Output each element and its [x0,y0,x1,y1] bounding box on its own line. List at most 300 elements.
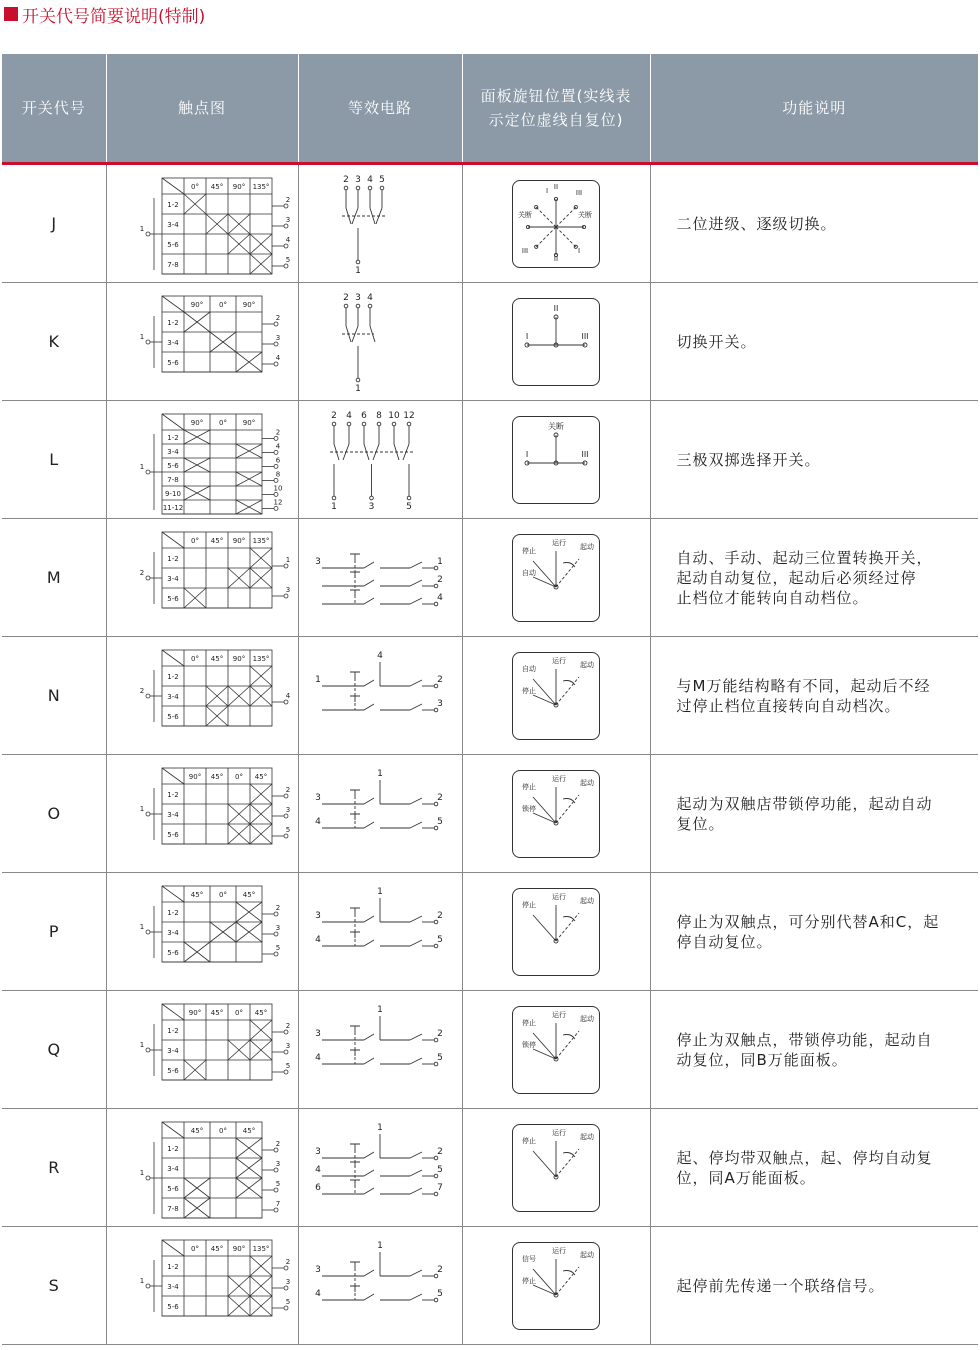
table-body [2,164,978,1345]
knob-panel [512,180,600,268]
circuit-terminal-label: 5 [437,934,443,945]
contact-diagram [122,1116,282,1220]
description-line: 位，同A万能面板。 [676,1168,816,1187]
function-description [650,755,978,873]
angle-label: 45° [210,1244,224,1253]
switch-contact [364,1294,374,1300]
contact-pair-label: 9-10 [165,489,181,498]
circuit-cell [298,283,462,401]
circuit-terminal-label: 4 [315,934,321,945]
function-description: 三极双掷选择开关。 [650,401,978,519]
circuit-cell [298,637,462,755]
common-label: 1 [139,1040,145,1049]
header-panel [462,54,650,164]
pin-terminal [274,932,278,936]
pin-label: 5 [285,255,291,264]
function-description [650,519,978,637]
angle-label: 0° [191,182,199,191]
dial-position-label: 起动 [580,896,594,905]
contact-diagram [122,644,291,748]
table-row [2,401,978,519]
switch-contact [364,1152,374,1158]
circuit-terminal-label: 12 [403,410,415,421]
pin-terminal [274,436,278,440]
function-description: 二位进级、逐级切换。 [650,164,978,283]
panel-knob-diagram [513,771,599,857]
angle-label: 45° [210,654,224,663]
pin-label: 6 [275,455,281,464]
contact-pair-label: 1-2 [167,1144,179,1153]
dial-position-label: 运行 [552,1246,566,1255]
circuit-terminal-label: 1 [377,768,383,779]
circuit-terminal-label: 2 [343,174,349,185]
angle-label: 45° [254,772,268,781]
angle-label: 135° [252,536,270,545]
circuit-cell [298,401,462,519]
circuit-terminal-label: 4 [367,292,373,303]
description-line: 止档位才能转向自动档位。 [676,588,869,607]
knob-panel [512,652,600,740]
pin-terminal [274,342,278,346]
circuit-terminal-label: 4 [367,174,373,185]
pin-terminal [274,478,278,482]
pin-terminal [274,1148,278,1152]
circuit-cell [298,519,462,637]
switch-contact [364,1270,374,1276]
equivalent-circuit [310,880,450,984]
contact-pair-label: 1-2 [167,908,179,917]
pin-terminal [284,594,288,598]
contact-pair-label: 5-6 [167,358,179,367]
contact-pair-label: 3-4 [167,928,179,937]
pin-label: 3 [275,923,281,932]
contact-cell [106,401,298,519]
angle-label: 45° [190,1126,204,1135]
contact-cell [106,283,298,401]
switch-contact [364,1034,374,1040]
contact-pair-label: 5-6 [167,461,179,470]
switch-contact [364,562,374,568]
angle-label: 135° [252,1244,270,1253]
switch-contact [364,940,374,946]
pin-terminal [274,322,278,326]
dial-position-label: 运行 [552,656,566,665]
circuit-terminal-label: 5 [406,501,412,512]
common-terminal [146,1048,150,1052]
circuit-terminal-label: 2 [437,1264,443,1275]
panel-knob-diagram [513,1007,599,1093]
circuit-terminal-label: 3 [315,910,321,921]
page-title-text: 开关代号简要说明(特制) [22,6,206,27]
contact-cell [106,164,298,283]
dial-position-label: 起动 [580,778,594,787]
angle-label: 90° [242,418,256,427]
dial-position-label: III [581,449,589,459]
circuit-terminal-label: 5 [437,816,443,827]
table-row [2,637,978,755]
common-label: 1 [139,332,145,341]
circuit-terminal-label: 6 [315,1182,321,1193]
circuit-terminal-label: 3 [355,174,361,185]
circuit-cell [298,755,462,873]
knob-panel [512,298,600,386]
angle-label: 90° [190,418,204,427]
angle-label: 90° [188,772,202,781]
contact-cell [106,873,298,991]
contact-pair-label: 1-2 [167,1262,179,1271]
contact-pair-label: 5-6 [167,1302,179,1311]
angle-label: 90° [232,536,246,545]
panel-knob-diagram [513,181,599,267]
contact-pair-label: 5-6 [167,594,179,603]
equivalent-circuit [310,1116,450,1220]
dial-position-label: 停止 [522,1276,536,1285]
panel-knob-diagram [513,653,599,739]
pin-terminal [274,1208,278,1212]
common-label: 2 [139,686,145,695]
dial-position-label: I [577,246,581,255]
knob-panel [512,888,600,976]
angle-label: 45° [210,772,224,781]
circuit-terminal-label: 10 [388,410,400,421]
panel-cell [462,401,650,519]
dial-position-label: II [553,303,559,313]
description-line: 过停止档位直接转向自动档次。 [676,696,901,715]
dial-position-label: 运行 [552,538,566,547]
switch-code: O [2,755,106,873]
circuit-terminal-label: 3 [315,556,321,567]
angle-label: 0° [219,418,227,427]
contact-cell [106,1227,298,1345]
dial-position-label: II [553,182,559,191]
contact-diagram [122,290,282,394]
angle-label: 45° [190,890,204,899]
pin-terminal [274,912,278,916]
pin-terminal [274,506,278,510]
panel-cell [462,991,650,1109]
panel-knob-diagram [513,1243,599,1329]
pin-label: 4 [285,691,291,700]
pin-terminal [284,834,288,838]
contact-pair-label: 1-2 [167,790,179,799]
dial-position-label: II [553,254,559,263]
panel-knob-diagram [513,889,599,975]
angle-label: 45° [254,1008,268,1017]
description-line: 起动自动复位，起动后必须经过停 [676,568,917,587]
pin-label: 3 [285,805,291,814]
panel-cell [462,283,650,401]
circuit-cell [298,164,462,283]
contact-pair-label: 7-8 [167,260,179,269]
contact-cell [106,637,298,755]
dial-position-label: 自动 [522,568,536,577]
angle-label: 90° [190,300,204,309]
pin-terminal [274,450,278,454]
panel-knob-diagram [513,299,599,385]
dial-position-label: 关断 [518,210,532,219]
dial-position-label: 运行 [552,1128,566,1137]
circuit-terminal-label: 4 [346,410,352,421]
pin-label: 3 [285,1041,291,1050]
contact-pair-label: 7-8 [167,475,179,484]
contact-diagram [122,998,291,1102]
panel-cell [462,873,650,991]
circuit-terminal-label: 3 [315,1028,321,1039]
switch-contact [364,822,374,828]
pin-terminal [274,362,278,366]
contact-pair-label: 3-4 [167,338,179,347]
pin-label: 12 [273,497,283,506]
dial-position-label: 停止 [522,900,536,909]
contact-pair-label: 5-6 [167,830,179,839]
circuit-terminal-label: 3 [437,698,443,709]
pin-label: 3 [275,333,281,342]
contact-pair-label: 1-2 [167,672,179,681]
header-code: 开关代号 [2,54,106,164]
contact-pair-label: 5-6 [167,1066,179,1075]
pin-label: 3 [275,1159,281,1168]
table-header-row [2,54,978,164]
pin-terminal [284,1030,288,1034]
table-row [2,164,978,283]
circuit-terminal-label: 6 [361,410,367,421]
pin-terminal [274,1168,278,1172]
circuit-terminal-label: 4 [315,1164,321,1175]
equivalent-circuit [310,1234,450,1338]
dial-position-label: 关断 [548,421,564,431]
contact-diagram [122,408,282,512]
angle-label: 45° [210,536,224,545]
angle-label: 45° [242,890,256,899]
circuit-terminal-label: 1 [377,1004,383,1015]
pin-terminal [274,464,278,468]
contact-cell [106,991,298,1109]
description-line: 与M万能结构略有不同，起动后不经 [676,676,931,695]
description-line: 停止为双触点，带锁停功能，起动自 [676,1030,933,1049]
pin-label: 3 [285,1277,291,1286]
common-label: 1 [139,922,145,931]
pin-label: 3 [285,585,291,594]
circuit-terminal-label: 3 [315,1264,321,1275]
angle-label: 0° [235,772,243,781]
common-terminal [146,930,150,934]
circuit-terminal-label: 5 [437,1052,443,1063]
circuit-terminal-label: 1 [377,886,383,897]
dial-position-label: 停止 [522,782,536,791]
circuit-terminal-label: 2 [437,1028,443,1039]
table-row [2,519,978,637]
equivalent-circuit [310,172,450,276]
pin-label: 8 [275,469,281,478]
header-circuit: 等效电路 [298,54,462,164]
switch-contact [364,598,374,604]
contact-pair-label: 3-4 [167,1046,179,1055]
pin-terminal [284,1070,288,1074]
circuit-terminal-label: 3 [355,292,361,303]
angle-label: 45° [210,1008,224,1017]
function-description [650,873,978,991]
angle-label: 90° [232,654,246,663]
pin-terminal [284,264,288,268]
contact-pair-label: 5-6 [167,948,179,957]
panel-cell [462,519,650,637]
description-line: 停自动复位。 [676,932,773,951]
switch-code: P [2,873,106,991]
contact-pair-label: 5-6 [167,1184,179,1193]
pin-terminal [274,1188,278,1192]
switch-code: L [2,401,106,519]
table-row [2,1227,978,1345]
pin-label: 2 [285,195,291,204]
circuit-terminal-label: 4 [315,816,321,827]
switch-contact [364,680,374,686]
pin-terminal [284,1050,288,1054]
pin-terminal [284,204,288,208]
dial-position-label: 起动 [580,1250,594,1259]
angle-label: 90° [232,1244,246,1253]
equivalent-circuit [310,526,450,630]
contact-pair-label: 3-4 [167,1282,179,1291]
switch-contact [364,580,374,586]
angle-label: 45° [210,182,224,191]
circuit-terminal-label: 3 [368,501,375,512]
angle-label: 0° [219,300,227,309]
pin-label: 2 [275,427,281,436]
knob-panel [512,1124,600,1212]
pin-label: 2 [275,1139,281,1148]
circuit-terminal-label: 3 [315,792,321,803]
pin-terminal [284,1306,288,1310]
header-panel-line1: 面板旋钮位置(实线表 [480,87,632,105]
description-line: 自动、手动、起动三位置转换开关， [676,548,933,567]
panel-cell [462,755,650,873]
switch-code: Q [2,991,106,1109]
panel-cell [462,164,650,283]
pin-terminal [284,700,288,704]
pin-label: 1 [285,555,291,564]
contact-pair-label: 3-4 [167,810,179,819]
pin-terminal [274,952,278,956]
dial-position-label: I [525,331,529,341]
panel-knob-diagram [513,417,599,503]
pin-label: 5 [285,1297,291,1306]
pin-terminal [284,564,288,568]
circuit-terminal-label: 4 [315,1052,321,1063]
circuit-terminal-label: 1 [437,556,443,567]
dial-position-label: 运行 [552,774,566,783]
switch-code: M [2,519,106,637]
function-description: 切换开关。 [650,283,978,401]
circuit-terminal-label: 7 [437,1182,443,1193]
common-label: 1 [139,1168,145,1177]
knob-panel [512,1006,600,1094]
common-terminal [146,340,150,344]
circuit-cell [298,873,462,991]
circuit-terminal-label: 5 [379,174,385,185]
circuit-terminal-label: 1 [315,674,321,685]
dial-position-label: 停止 [522,686,536,695]
dial-position-label: 运行 [552,892,566,901]
pin-terminal [284,1286,288,1290]
page-title [4,2,205,26]
table-row [2,991,978,1109]
angle-label: 0° [191,536,199,545]
dial-position-label: 自动 [522,664,536,673]
pin-label: 2 [285,1021,291,1030]
switch-contact [364,1188,374,1194]
circuit-terminal-label: 1 [355,265,361,276]
panel-cell [462,1227,650,1345]
angle-label: 90° [242,300,256,309]
equivalent-circuit [310,644,450,748]
circuit-terminal-label: 2 [437,674,443,685]
contact-pair-label: 5-6 [167,240,179,249]
switch-contact [364,916,374,922]
switch-code-table [2,54,978,1345]
contact-pair-label: 3-4 [167,574,179,583]
angle-label: 0° [235,1008,243,1017]
common-label: 1 [139,224,145,233]
angle-label: 90° [232,182,246,191]
switch-contact [364,1170,374,1176]
angle-label: 0° [191,1244,199,1253]
switch-code: S [2,1227,106,1345]
equivalent-circuit [310,762,450,866]
equivalent-circuit [310,998,450,1102]
pin-label: 5 [275,1179,281,1188]
circuit-terminal-label: 2 [343,292,349,303]
angle-label: 0° [219,890,227,899]
knob-panel [512,416,600,504]
circuit-terminal-label: 5 [437,1288,443,1299]
pin-terminal [284,794,288,798]
switch-code: J [2,164,106,283]
title-marker-icon [4,7,18,21]
contact-pair-label: 1-2 [167,200,179,209]
dial-position-label: 停止 [522,546,536,555]
function-description [650,637,978,755]
function-description [650,991,978,1109]
contact-pair-label: 3-4 [167,447,179,456]
description-line: 起动为双触店带锁停功能，起动自动 [676,794,933,813]
contact-pair-label: 1-2 [167,318,179,327]
pin-terminal [284,1266,288,1270]
dial-position-label: 运行 [552,1010,566,1019]
pin-terminal [284,244,288,248]
angle-label: 0° [219,1126,227,1135]
circuit-terminal-label: 2 [331,410,337,421]
pin-label: 2 [285,785,291,794]
function-description [650,1109,978,1227]
common-terminal [146,576,150,580]
pin-label: 3 [285,215,291,224]
switch-code: K [2,283,106,401]
contact-diagram [122,172,291,276]
knob-panel [512,1242,600,1330]
angle-label: 90° [188,1008,202,1017]
header-function: 功能说明 [650,54,978,164]
common-terminal [146,694,150,698]
dial-position-label: 锁停 [522,804,536,813]
dial-position-label: 起动 [580,542,594,551]
angle-label: 0° [191,654,199,663]
table-row [2,1109,978,1227]
common-label: 1 [139,1276,145,1285]
angle-label: 45° [242,1126,256,1135]
panel-knob-diagram [513,1125,599,1211]
dial-position-label: 停止 [522,1018,536,1027]
circuit-terminal-label: 5 [437,1164,443,1175]
